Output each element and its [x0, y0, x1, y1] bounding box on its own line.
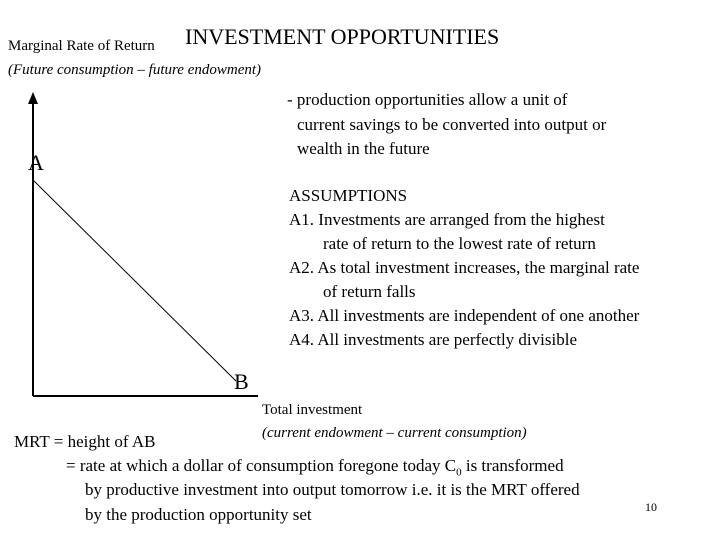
assumption-a2-continued: of return falls	[323, 282, 416, 301]
mrt-explanation-text: is transformed	[461, 456, 564, 475]
y-axis-sublabel: (Future consumption – future endowment)	[8, 62, 262, 78]
assumption-a2: A2. As total investment increases, the marginal rate	[289, 258, 640, 277]
assumptions-heading: ASSUMPTIONS	[289, 186, 408, 205]
y-axis-arrowhead	[28, 92, 38, 104]
assumption-a1: A1. Investments are arranged from the highest	[289, 210, 605, 229]
c0-subscript: 0	[456, 466, 462, 479]
assumption-a3: A3. All investments are independent of one another	[289, 306, 640, 325]
mrt-definition: MRT = height of AB	[14, 432, 156, 451]
assumption-a1-continued: rate of return to the lowest rate of return	[323, 234, 596, 253]
x-axis-sublabel: (current endowment – current consumption)	[262, 425, 527, 441]
production-note-line: current savings to be converted into output or	[297, 115, 607, 134]
point-a-label: A	[28, 150, 44, 175]
opportunity-line-ab	[33, 180, 236, 381]
mrt-explanation-line	[66, 456, 564, 478]
production-note-line: - production opportunities allow a unit of	[287, 90, 568, 109]
mrt-explanation-text: = rate at which a dollar of consumption foregone today C	[66, 456, 457, 475]
slide-title: INVESTMENT OPPORTUNITIES	[185, 24, 500, 49]
x-axis-label: Total investment	[262, 402, 363, 418]
point-b-label: B	[234, 369, 249, 394]
production-note-line: wealth in the future	[297, 139, 430, 158]
mrt-explanation-line: by productive investment into output tomorrow i.e. it is the MRT offered	[85, 480, 580, 499]
page-number: 10	[645, 500, 657, 514]
y-axis-label: Marginal Rate of Return	[8, 38, 155, 54]
mrt-explanation-line: by the production opportunity set	[85, 505, 312, 524]
assumption-a4: A4. All investments are perfectly divisible	[289, 330, 577, 349]
